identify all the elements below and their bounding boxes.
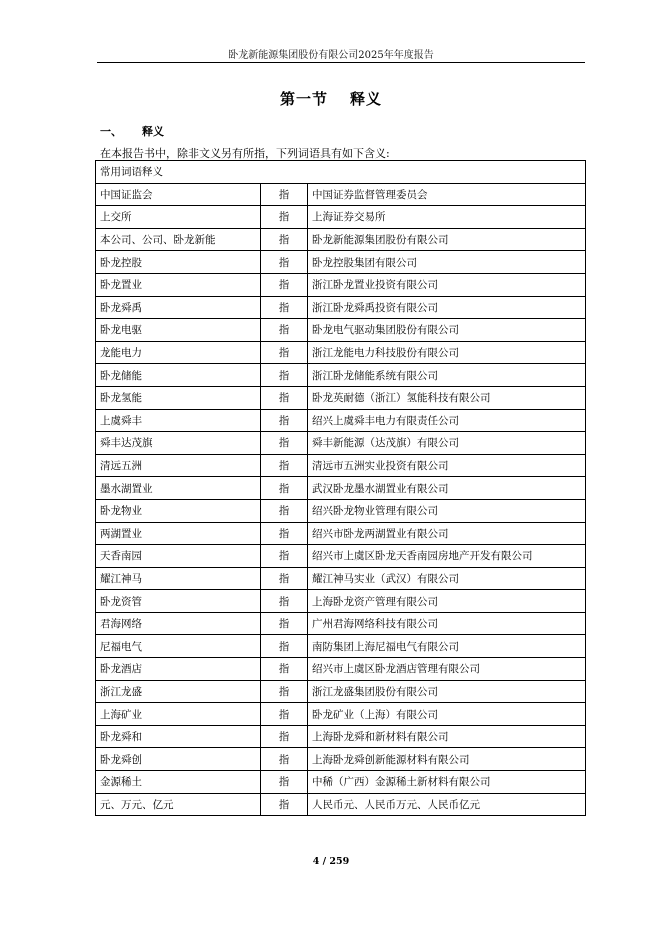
meaning-cell: 卧龙矿业（上海）有限公司 (308, 703, 586, 726)
term-cell: 元、万元、亿元 (96, 793, 261, 816)
table-row (96, 409, 586, 432)
meaning-cell: 舜丰新能源（达茂旗）有限公司 (308, 432, 586, 455)
term-cell: 卧龙资管 (96, 590, 261, 613)
refers-to-cell: 指 (261, 296, 308, 319)
refers-to-cell: 指 (261, 793, 308, 816)
meaning-cell: 卧龙英耐德（浙江）氢能科技有限公司 (308, 386, 586, 409)
refers-to-cell: 指 (261, 725, 308, 748)
table-row (96, 567, 586, 590)
meaning-cell: 浙江卧龙舜禹投资有限公司 (308, 296, 586, 319)
term-cell: 上海矿业 (96, 703, 261, 726)
meaning-cell: 广州君海网络科技有限公司 (308, 612, 586, 635)
table-row (96, 748, 586, 771)
intro-text: 在本报告书中，除非文义另有所指，下列词语具有如下含义: (100, 147, 390, 160)
refers-to-cell: 指 (261, 567, 308, 590)
meaning-cell: 绍兴上虞舜丰电力有限责任公司 (308, 409, 586, 432)
term-cell: 君海网络 (96, 612, 261, 635)
meaning-cell: 绍兴市上虞区卧龙天香南园房地产开发有限公司 (308, 545, 586, 568)
table-row (96, 251, 586, 274)
refers-to-cell: 指 (261, 703, 308, 726)
refers-to-cell: 指 (261, 228, 308, 251)
term-cell: 浙江龙盛 (96, 680, 261, 703)
meaning-cell: 绍兴卧龙物业管理有限公司 (308, 499, 586, 522)
refers-to-cell: 指 (261, 590, 308, 613)
term-cell: 卧龙氢能 (96, 386, 261, 409)
meaning-cell: 卧龙控股集团有限公司 (308, 251, 586, 274)
refers-to-cell: 指 (261, 748, 308, 771)
term-cell: 耀江神马 (96, 567, 261, 590)
term-cell: 龙能电力 (96, 341, 261, 364)
definitions-table (95, 160, 586, 816)
refers-to-cell: 指 (261, 658, 308, 681)
table-caption-row (96, 161, 586, 184)
term-cell: 中国证监会 (96, 183, 261, 206)
term-cell: 卧龙控股 (96, 251, 261, 274)
header-divider (97, 62, 585, 63)
meaning-cell: 绍兴市卧龙两湖置业有限公司 (308, 522, 586, 545)
term-cell: 墨水湖置业 (96, 477, 261, 500)
table-row (96, 680, 586, 703)
table-row (96, 545, 586, 568)
table-row (96, 590, 586, 613)
term-cell: 金源稀土 (96, 771, 261, 794)
table-row (96, 206, 586, 229)
section-number: 第一节 (279, 90, 328, 108)
refers-to-cell: 指 (261, 545, 308, 568)
meaning-cell: 卧龙新能源集团股份有限公司 (308, 228, 586, 251)
page-number: 4 / 259 (312, 856, 350, 867)
subheading-label: 释义 (142, 125, 164, 138)
table-row (96, 432, 586, 455)
refers-to-cell: 指 (261, 635, 308, 658)
table-row (96, 703, 586, 726)
refers-to-cell: 指 (261, 341, 308, 364)
table-row (96, 771, 586, 794)
table-row (96, 319, 586, 342)
refers-to-cell: 指 (261, 319, 308, 342)
refers-to-cell: 指 (261, 771, 308, 794)
meaning-cell: 人民币元、人民币万元、人民币亿元 (308, 793, 586, 816)
meaning-cell: 浙江龙盛集团股份有限公司 (308, 680, 586, 703)
table-row (96, 612, 586, 635)
term-cell: 尼福电气 (96, 635, 261, 658)
meaning-cell: 武汉卧龙墨水湖置业有限公司 (308, 477, 586, 500)
term-cell: 本公司、公司、卧龙新能 (96, 228, 261, 251)
refers-to-cell: 指 (261, 251, 308, 274)
table-row (96, 635, 586, 658)
meaning-cell: 耀江神马实业（武汉）有限公司 (308, 567, 586, 590)
term-cell: 两湖置业 (96, 522, 261, 545)
term-cell: 卧龙舜和 (96, 725, 261, 748)
table-row (96, 228, 586, 251)
term-cell: 卧龙物业 (96, 499, 261, 522)
refers-to-cell: 指 (261, 680, 308, 703)
refers-to-cell: 指 (261, 499, 308, 522)
table-row (96, 499, 586, 522)
meaning-cell: 南防集团上海尼福电气有限公司 (308, 635, 586, 658)
table-row (96, 725, 586, 748)
refers-to-cell: 指 (261, 273, 308, 296)
meaning-cell: 卧龙电气驱动集团股份有限公司 (308, 319, 586, 342)
table-caption: 常用词语释义 (96, 161, 586, 184)
refers-to-cell: 指 (261, 364, 308, 387)
section-name: 释义 (350, 90, 383, 108)
meaning-cell: 清远市五洲实业投资有限公司 (308, 454, 586, 477)
section-title (0, 88, 662, 109)
refers-to-cell: 指 (261, 386, 308, 409)
meaning-cell: 绍兴市上虞区卧龙酒店管理有限公司 (308, 658, 586, 681)
refers-to-cell: 指 (261, 206, 308, 229)
table-row (96, 658, 586, 681)
term-cell: 卧龙储能 (96, 364, 261, 387)
refers-to-cell: 指 (261, 522, 308, 545)
term-cell: 卧龙置业 (96, 273, 261, 296)
table-row (96, 296, 586, 319)
table-row (96, 386, 586, 409)
running-header: 卧龙新能源集团股份有限公司2025年年度报告 (228, 50, 434, 61)
table-row (96, 273, 586, 296)
meaning-cell: 上海卧龙资产管理有限公司 (308, 590, 586, 613)
term-cell: 卧龙电驱 (96, 319, 261, 342)
term-cell: 上虞舜丰 (96, 409, 261, 432)
refers-to-cell: 指 (261, 477, 308, 500)
table-row (96, 364, 586, 387)
meaning-cell: 上海证券交易所 (308, 206, 586, 229)
refers-to-cell: 指 (261, 612, 308, 635)
refers-to-cell: 指 (261, 183, 308, 206)
subheading-number: 一、 (100, 125, 122, 138)
refers-to-cell: 指 (261, 454, 308, 477)
meaning-cell: 浙江卧龙置业投资有限公司 (308, 273, 586, 296)
term-cell: 卧龙舜禹 (96, 296, 261, 319)
table-row (96, 477, 586, 500)
term-cell: 上交所 (96, 206, 261, 229)
table-row (96, 341, 586, 364)
meaning-cell: 浙江龙能电力科技股份有限公司 (308, 341, 586, 364)
meaning-cell: 浙江卧龙储能系统有限公司 (308, 364, 586, 387)
meaning-cell: 中稀（广西）金源稀土新材料有限公司 (308, 771, 586, 794)
term-cell: 卧龙酒店 (96, 658, 261, 681)
term-cell: 舜丰达茂旗 (96, 432, 261, 455)
refers-to-cell: 指 (261, 432, 308, 455)
table-row (96, 793, 586, 816)
table-row (96, 183, 586, 206)
refers-to-cell: 指 (261, 409, 308, 432)
table-row (96, 454, 586, 477)
term-cell: 天香南园 (96, 545, 261, 568)
meaning-cell: 中国证券监督管理委员会 (308, 183, 586, 206)
term-cell: 清远五洲 (96, 454, 261, 477)
term-cell: 卧龙舜创 (96, 748, 261, 771)
subheading (100, 123, 164, 139)
meaning-cell: 上海卧龙舜创新能源材料有限公司 (308, 748, 586, 771)
meaning-cell: 上海卧龙舜和新材料有限公司 (308, 725, 586, 748)
table-row (96, 522, 586, 545)
